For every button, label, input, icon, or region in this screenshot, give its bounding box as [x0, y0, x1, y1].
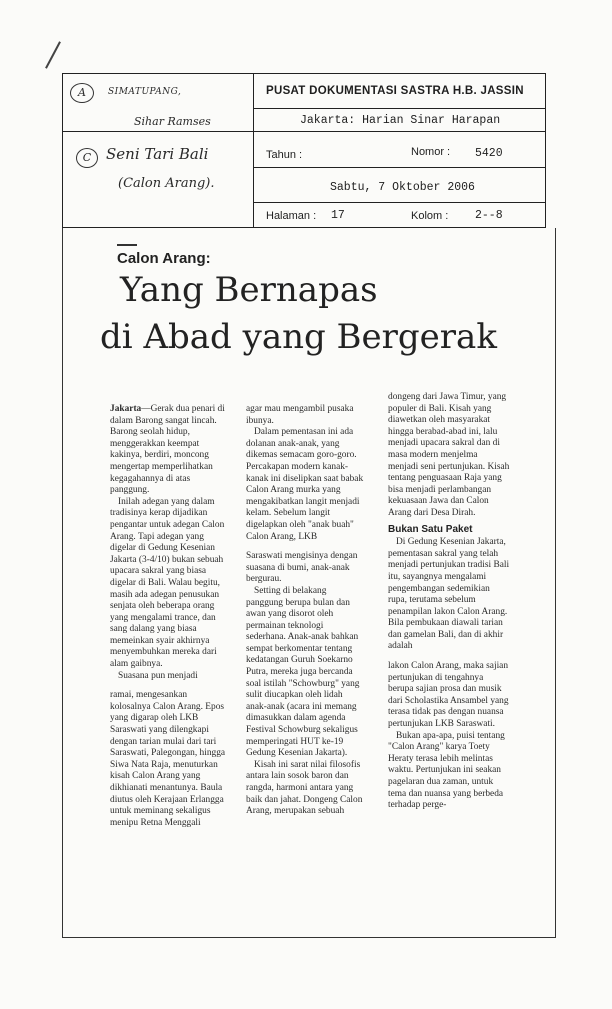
paragraph: lakon Calon Arang, maka sajian pertunjukan di tengahnya berupa sajian prosa dan musik dari Scholastika Ansambel yang terasa tidak pas dengan nuansa pertunjukan LKB Saraswati. — [388, 661, 509, 730]
table-divider — [253, 167, 545, 168]
table-divider — [253, 74, 254, 227]
paragraph: ramai, mengesankan kolosalnya Calon Arang. Epos yang digarap oleh LKB Saraswati yang dilengkapi dengan tarian mulai dari tari Saraswati, Palegongan, hingga Siwa Nata Raja, menuturkan kisah Calon Arang yang dikhianati menantunya. Baula diutus oleh Kerajaan Erlangga untuk meminang sekaligus menipu Retna Menggali — [110, 690, 226, 828]
paragraph: Kisah ini sarat nilai filosofis antara lain sosok baron dan rangda, harmoni antara yang baik dan jahat. Dongeng Calon Arang, merupakan sebuah — [246, 759, 363, 817]
headline-line-1: Yang Bernapas — [120, 270, 378, 310]
publication-date: Sabtu, 7 Oktober 2006 — [330, 181, 475, 194]
article-column-3 — [388, 392, 510, 812]
paragraph: Setting di belakang panggung berupa bulan dan awan yang disorot oleh permainan teknologi sederhana. Anak-anak bahkan sempat berkomentar tentang kedatangan Guruh Soekarno Putra, mereka juga bercanda soal istilah "Schowburg" yang sulit diucapkan oleh lidah anak-anak (acara ini memang dimasukkan dalam agenda Festival Schowburg sekaligus memperingati HUT ke-19 Gedung Kesenian Jakarta). — [246, 585, 360, 759]
halaman-value: 17 — [331, 209, 345, 222]
handwritten-name: SIMATUPANG, — [108, 87, 182, 97]
table-divider — [253, 108, 545, 109]
article-column-1 — [110, 404, 228, 829]
documentation-header-table — [62, 73, 546, 228]
source-publication: Jakarta: Harian Sinar Harapan — [300, 114, 501, 127]
institution-name: PUSAT DOKUMENTASI SASTRA H.B. JASSIN — [266, 85, 524, 97]
tahun-label: Tahun : — [266, 149, 303, 161]
kolom-label: Kolom : — [411, 210, 449, 222]
table-divider — [63, 131, 545, 132]
paragraph: Suasana pun menjadi — [118, 670, 198, 681]
handwritten-circle-a: A — [70, 83, 94, 103]
subheading: Bukan Satu Paket — [388, 523, 473, 535]
paragraph: Di Gedung Kesenian Jakarta, pementasan sakral yang telah menjadi pertunjukan tradisi Bali itu, sayangnya mengalami pengembangan sedemikian rupa, terutama sebelum penampilan lakon Calon Arang. Bila pembukaan diawali tarian dan gamelan Bali, dan di akhir adalah — [388, 537, 510, 652]
paragraph: Saraswati mengisinya dengan suasana di bumi, anak-anak bergurau. — [246, 551, 358, 585]
handwritten-subject-2: (Calon Arang). — [118, 176, 215, 191]
headline-line-2: di Abad yang Bergerak — [100, 317, 497, 357]
paragraph: Jakarta—Gerak dua penari di dalam Barong sangat lincah. Barong seolah hidup, menggerakkan keempat kakinya, berdiri, moncong mengertap memperlihatkan kegagahannya di atas panggung. — [110, 404, 225, 496]
nomor-label: Nomor : — [411, 146, 451, 158]
nomor-value: 5420 — [475, 147, 503, 160]
halaman-label: Halaman : — [266, 210, 317, 222]
paragraph: Dalam pementasan ini ada dolanan anak-anak, yang dikemas semacam goro-goro. Percakapan modern kanak-kanak ini diselipkan saat babak Calon Arang murka yang mengakibatkan langit menjadi kelam. Sebelum langit digelapkan oleh "anak buah" Calon Arang, LKB — [246, 427, 364, 542]
dateline: Jakarta — [110, 404, 142, 414]
paragraph: dongeng dari Jawa Timur, yang populer di Bali. Kisah yang diawetkan oleh masyarakat hingga berabad-abad ini, lalu menjadi upacara sakral dan di masa modern menjelma menjadi seni pertunjukan. Kisah tentang penguasaan Raja yang bisa menjadi perlambangan kekuasaan Jawa dan Calon Arang dari Desa Dirah. — [388, 392, 510, 518]
paragraph: agar mau mengambil pusaka ibunya. — [246, 404, 354, 426]
paragraph: Bukan apa-apa, puisi tentang "Calon Arang" karya Toety Heraty terasa lebih melintas waktu. Pertunjukan ini seakan pagelaran dua zaman, untuk tema dan nuansa yang berbeda terhadap perge- — [388, 730, 505, 811]
kolom-value: 2--8 — [475, 209, 503, 222]
paragraph: Inilah adegan yang dalam tradisinya kerap dijadikan pengantar untuk adegan Calon Arang. Tapi adegan yang digelar di Gedung Kesenian Jakarta (3-4/10) bukan sebuah upacara sakral yang biasa digelar di Bali. Walau begitu, masih ada adegan penusukan senjata oleh beberapa orang yang mengalami trance, dan sang dalang yang biasa memeinkan syair akhirnya menyembuhkan mereka dari alam gaibnya. — [110, 496, 225, 670]
pen-mark — [45, 41, 61, 68]
article-kicker: Calon Arang: — [117, 250, 211, 267]
handwritten-circle-c: C — [76, 148, 98, 168]
table-divider — [253, 202, 545, 203]
handwritten-author: Sihar Ramses — [134, 115, 211, 128]
kicker-rule — [117, 244, 137, 246]
article-column-2 — [246, 404, 364, 818]
handwritten-subject: Seni Tari Bali — [106, 145, 209, 163]
